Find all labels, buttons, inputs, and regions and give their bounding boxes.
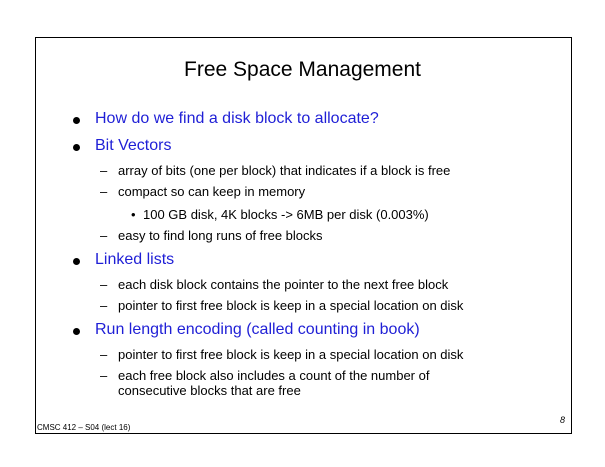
sub-item bbox=[100, 228, 323, 243]
dash-icon: – bbox=[100, 368, 108, 383]
page-number: 8 bbox=[560, 415, 566, 425]
sub-item-text: each free block also includes a count of the number of bbox=[118, 368, 430, 383]
sub-item bbox=[100, 298, 464, 313]
sub-item bbox=[100, 277, 449, 292]
bullet-3 bbox=[95, 251, 174, 269]
sub-item bbox=[100, 368, 430, 398]
bullet-4-text: Run length encoding (called counting in book) bbox=[95, 321, 420, 338]
slide-title: Free Space Management bbox=[184, 58, 421, 81]
bullet-4 bbox=[95, 321, 420, 339]
bullet-dot-icon bbox=[73, 258, 80, 265]
sub-item bbox=[100, 163, 451, 178]
bullet-dot-icon bbox=[73, 117, 80, 124]
bullet-1-text: How do we find a disk block to allocate? bbox=[95, 110, 379, 127]
sub-item-text: each disk block contains the pointer to the next free block bbox=[118, 277, 449, 292]
bullet-dot-icon bbox=[73, 144, 80, 151]
dash-icon: – bbox=[100, 277, 108, 292]
sub-item-text: pointer to first free block is keep in a special location on disk bbox=[118, 347, 464, 362]
bullet-dot-icon bbox=[73, 328, 80, 335]
dash-icon: – bbox=[100, 184, 108, 199]
sub-item-text: pointer to first free block is keep in a special location on disk bbox=[118, 298, 464, 313]
sub-item bbox=[100, 347, 464, 362]
dash-icon: – bbox=[100, 163, 108, 178]
sub-sub-item-text: 100 GB disk, 4K blocks -> 6MB per disk (0.003%) bbox=[143, 207, 429, 222]
small-bullet-icon: • bbox=[131, 207, 136, 222]
slide-footer: CMSC 412 – S04 (lect 16) bbox=[37, 423, 131, 432]
sub-item-text: compact so can keep in memory bbox=[118, 184, 306, 199]
dash-icon: – bbox=[100, 347, 108, 362]
bullet-2 bbox=[95, 137, 171, 155]
bullet-2-text: Bit Vectors bbox=[95, 137, 172, 154]
dash-icon: – bbox=[100, 298, 108, 313]
sub-item bbox=[100, 184, 306, 199]
sub-item-continuation: consecutive blocks that are free bbox=[118, 383, 301, 398]
sub-item-text: array of bits (one per block) that indicates if a block is free bbox=[118, 163, 451, 178]
dash-icon: – bbox=[100, 228, 108, 243]
sub-sub-item bbox=[131, 207, 429, 222]
bullet-3-text: Linked lists bbox=[95, 251, 175, 268]
bullet-1 bbox=[95, 110, 379, 128]
sub-item-text: easy to find long runs of free blocks bbox=[118, 228, 323, 243]
